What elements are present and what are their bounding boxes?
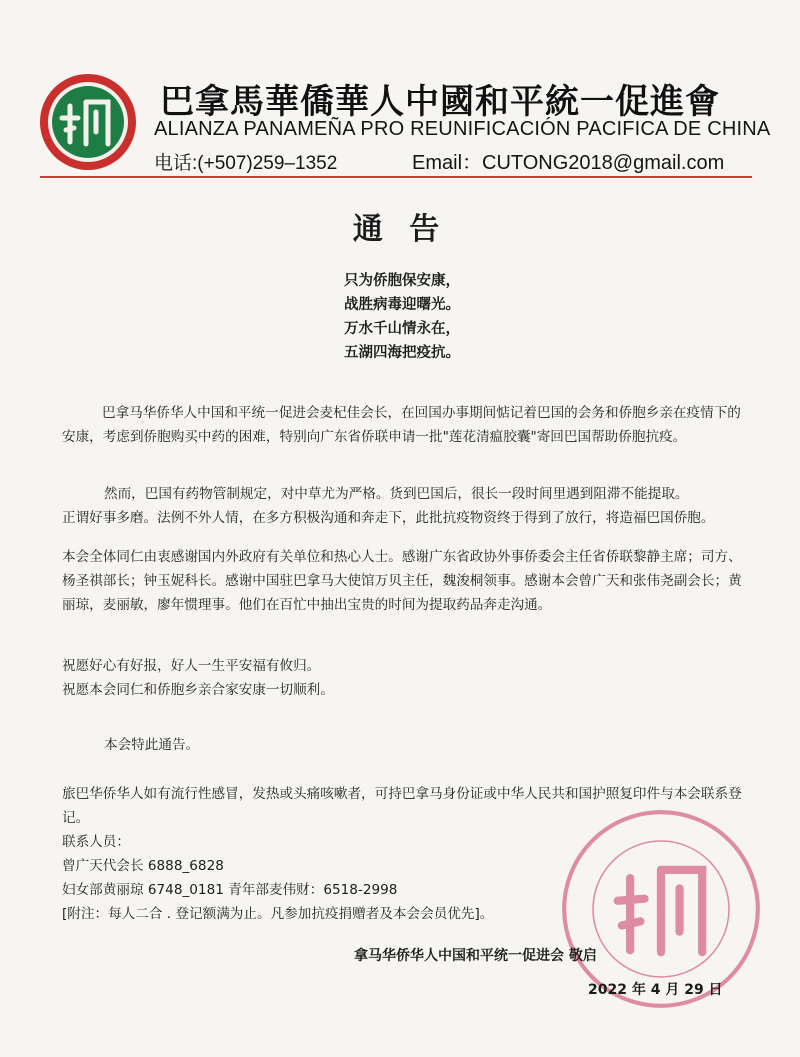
paragraph-customs-line1: 然而，巴国有药物管制规定，对中草尤为严格。货到巴国后，很长一段时间里遇到阻滞不能提取。	[104, 486, 689, 502]
email-address: Email：CUTONG2018@gmail.com	[412, 152, 725, 174]
contact-label: 联系人员：	[62, 834, 130, 850]
org-name-spanish: ALIANZA PANAMEÑA PRO REUNIFICACIÓN PACIFICA DE CHINA	[154, 118, 771, 140]
paragraph-customs	[62, 482, 750, 530]
organization-logo-icon	[38, 72, 138, 172]
paragraph-intro: 巴拿马华侨华人中国和平统一促进会麦杞佳会长，在回国办事期间惦记着巴国的会务和侨胞乡亲在疫情下的安康，考虑到侨胞购买中药的困难，特别向广东省侨联申请一批"莲花清瘟胶囊"寄回巴国帮助侨胞抗疫。	[62, 405, 741, 445]
notice-date: 2022 年 4 月 29 日	[588, 982, 723, 998]
org-name-chinese: 巴拿馬華僑華人中國和平統一促進會	[160, 82, 720, 122]
poem-line: 五湖四海把疫抗。	[344, 345, 460, 361]
poem-line: 万水千山情永在，	[344, 321, 460, 337]
contact-intro: 旅巴华侨华人如有流行性感冒，发热或头痛咳嗽者，可持巴拿马身份证或中华人民共和国护照复印件与本会联系登记。	[62, 786, 742, 826]
wish-line: 祝愿本会同仁和侨胞乡亲合家安康一切顺利。	[62, 682, 334, 698]
header-divider	[40, 176, 752, 178]
signature-line: 拿马华侨华人中国和平统一促进会 敬启	[354, 948, 597, 964]
paragraph-thanks: 本会全体同仁由衷感谢国内外政府有关单位和热心人士。感谢广东省政协外事侨委会主任省侨联黎静主席；司方、杨圣祺部长；钟玉妮科长。感谢中国驻巴拿马大使馆万贝主任，魏浚桐领事。感谢本会曾广天和张伟尧副会长；黄丽琼，麦丽敏，廖年惯理事。他们在百忙中抽出宝贵的时间为提取药品奔走沟通。	[62, 549, 742, 613]
contact-person: 妇女部黄丽琼 6748_0181 青年部麦伟财：6518-2998	[62, 882, 398, 898]
wish-line: 祝愿好心有好报，好人一生平安福有攸归。	[62, 658, 321, 674]
contact-note: [附注：每人二合 . 登记额满为止。凡参加抗疫捐赠者及本会会员优先]。	[62, 906, 494, 922]
wishes	[62, 654, 750, 702]
paragraph-customs-rest: 正谓好事多磨。法例不外人情，在多方积极沟通和奔走下，此批抗疫物资终于得到了放行，将造福巴国侨胞。	[62, 510, 715, 526]
closing-line: 本会特此通告。	[104, 737, 200, 753]
poem-line: 战胜病毒迎曙光。	[344, 297, 460, 313]
poem-line: 只为侨胞保安康，	[344, 273, 460, 289]
poem	[344, 269, 460, 365]
phone-number: 电话:(+507)259–1352	[154, 153, 338, 174]
contact-person: 曾广天代会长 6888_6828	[62, 858, 224, 874]
notice-title: 通 告	[352, 212, 448, 247]
